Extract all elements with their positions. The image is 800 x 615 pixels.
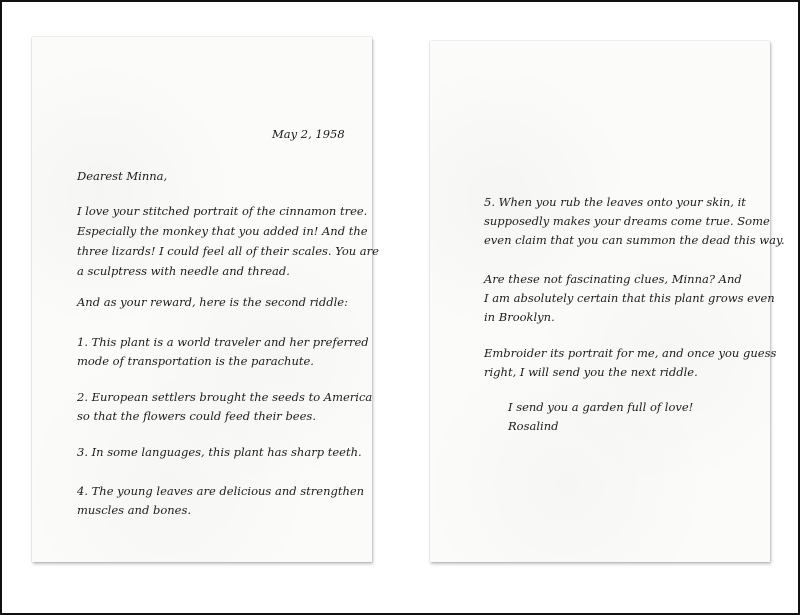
paragraph-line: a sculptress with needle and thread. [77, 264, 290, 278]
paragraph-line: I love your stitched portrait of the cinnamon tree. [77, 204, 368, 218]
paragraph-line: right, I will send you the next riddle. [484, 365, 698, 379]
clue-line: 1. This plant is a world traveler and her preferred [77, 335, 369, 349]
paragraph-line: Are these not fascinating clues, Minna? And [484, 272, 742, 286]
clue-line: 5. When you rub the leaves onto your skin, it [484, 195, 746, 209]
letter-page-right [430, 41, 785, 562]
letter-salutation: Dearest Minna, [77, 169, 168, 183]
letter-date: May 2, 1958 [272, 127, 345, 141]
clue-line: supposedly makes your dreams come true. Some [484, 214, 770, 228]
clue-line: even claim that you can summon the dead this way. [484, 233, 785, 247]
letter-signature: Rosalind [508, 419, 559, 433]
paragraph-line: Especially the monkey that you added in! And the [77, 224, 368, 238]
clue-line: so that the flowers could feed their bees. [77, 409, 316, 423]
paragraph-line: Embroider its portrait for me, and once you guess [484, 346, 777, 360]
clue-line: 3. In some languages, this plant has sharp teeth. [77, 445, 362, 459]
paragraph-line: And as your reward, here is the second riddle: [77, 295, 348, 309]
paragraph-line: three lizards! I could feel all of their scales. You are [77, 244, 379, 258]
clue-line: 2. European settlers brought the seeds to America [77, 390, 373, 404]
letter-page-left [32, 37, 379, 562]
letter-closing: I send you a garden full of love! [508, 400, 694, 414]
clue-line: mode of transportation is the parachute. [77, 354, 314, 368]
paragraph-line: I am absolutely certain that this plant grows even [484, 291, 775, 305]
clue-line: muscles and bones. [77, 503, 192, 517]
clue-line: 4. The young leaves are delicious and strengthen [77, 484, 365, 498]
paragraph-line: in Brooklyn. [484, 310, 555, 324]
